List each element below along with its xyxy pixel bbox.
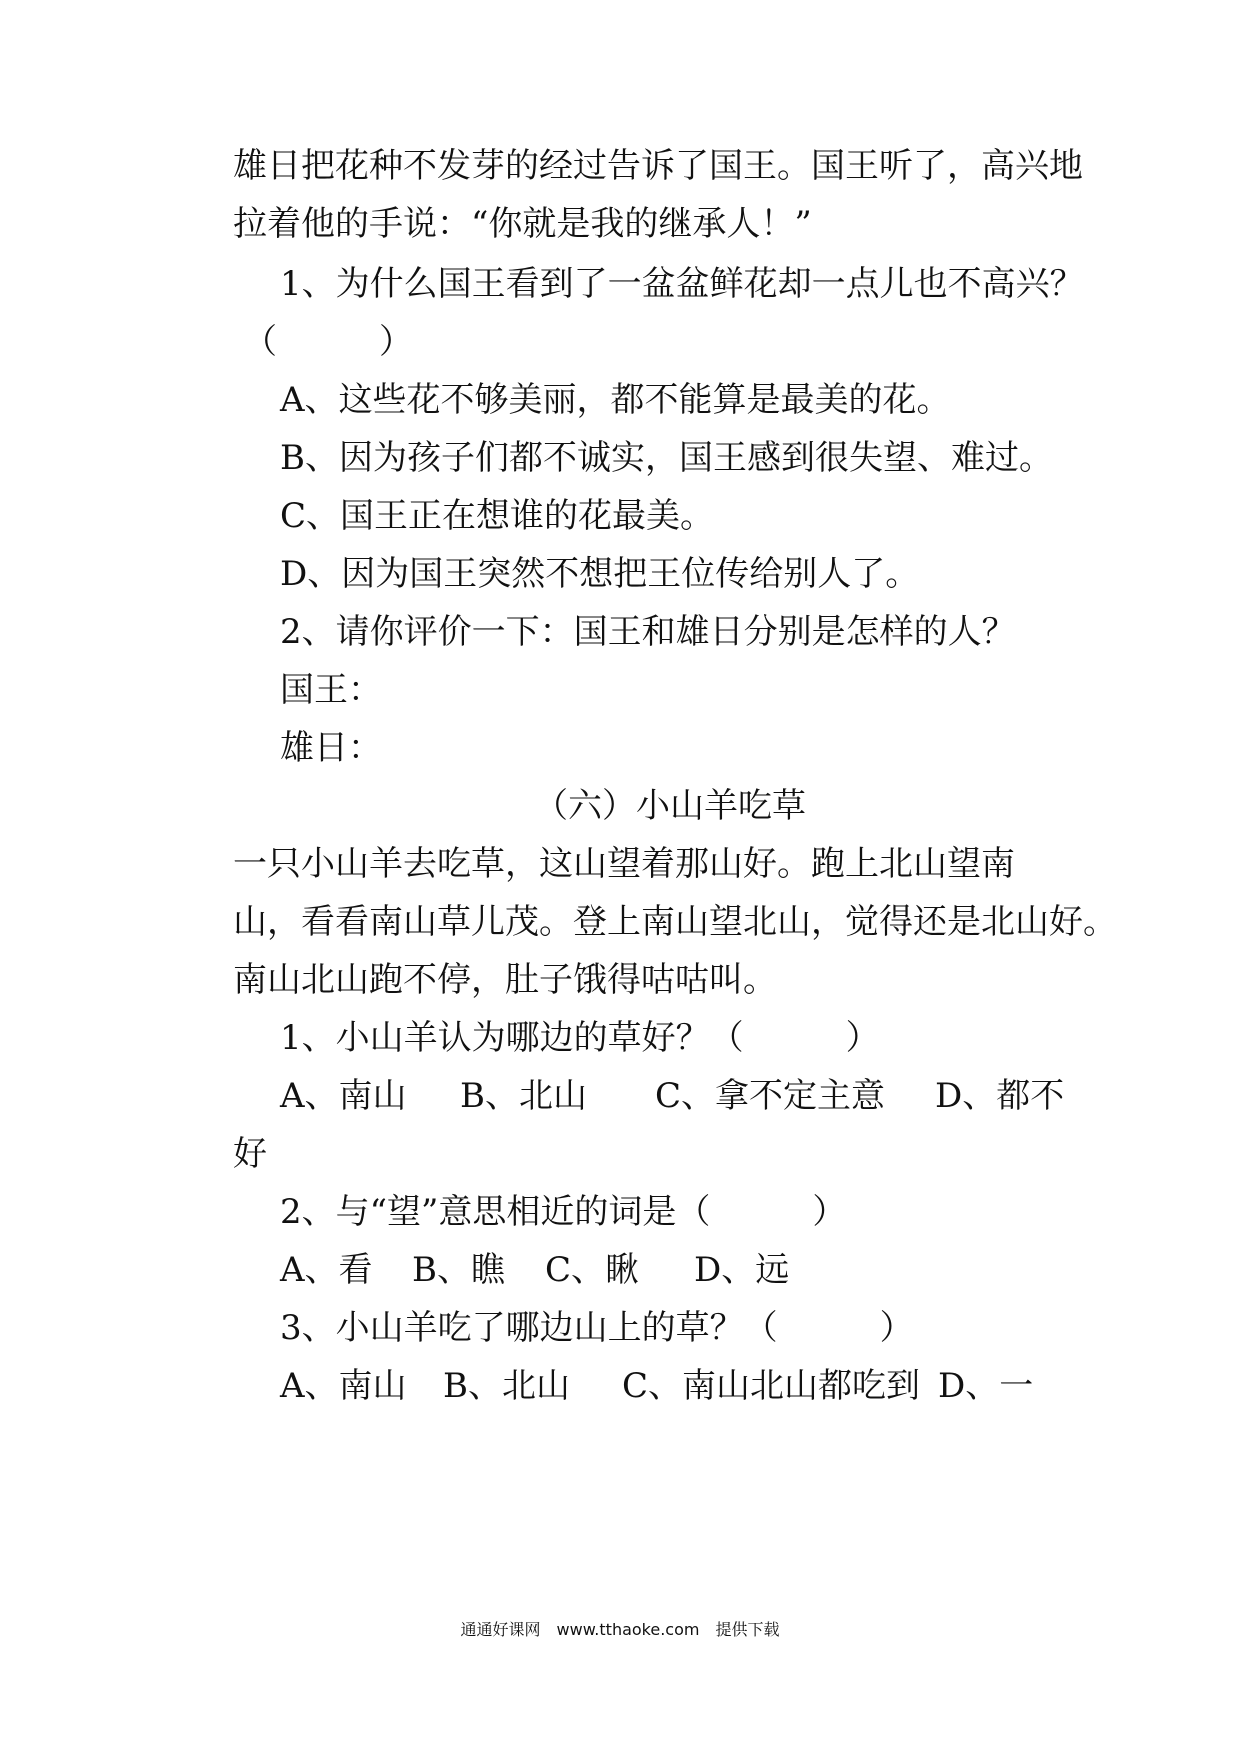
option-b: B、瞧	[412, 1250, 505, 1290]
section-title: （六）小山羊吃草	[534, 786, 806, 826]
passage-line: 山，看看南山草儿茂。登上南山望北山，觉得还是北山好。	[233, 902, 1117, 942]
question-2: 2、请你评价一下：国王和雄日分别是怎样的人？	[280, 612, 1016, 652]
option-d: D、都不	[935, 1076, 1065, 1116]
option-a: A、南山	[280, 1366, 407, 1406]
question-2: 2、与“望”意思相近的词是（ ）	[280, 1192, 847, 1232]
option-d: D、因为国王突然不想把王位传给别人了。	[280, 554, 920, 594]
option-d-wrap: 好	[233, 1134, 267, 1174]
option-a: A、南山	[280, 1076, 407, 1116]
question-1: 1、小山羊认为哪边的草好？（ ）	[280, 1018, 880, 1058]
option-d: D、远	[694, 1250, 790, 1290]
answer-blank: （ ）	[243, 322, 413, 362]
option-b: B、北山	[460, 1076, 587, 1116]
option-a: A、这些花不够美丽，都不能算是最美的花。	[280, 380, 951, 420]
option-b: B、因为孩子们都不诚实，国王感到很失望、难过。	[280, 438, 1053, 478]
question-1: 1、为什么国王看到了一盆盆鲜花却一点儿也不高兴？	[280, 264, 1084, 304]
answer-xiongri: 雄日：	[280, 728, 382, 768]
passage-line: 拉着他的手说：“你就是我的继承人！”	[233, 204, 812, 244]
option-c: C、拿不定主意	[655, 1076, 886, 1116]
option-c: C、瞅	[545, 1250, 640, 1290]
option-a: A、看	[280, 1250, 373, 1290]
question-3: 3、小山羊吃了哪边山上的草？（ ）	[280, 1308, 914, 1348]
passage-line: 南山北山跑不停，肚子饿得咕咕叫。	[233, 960, 777, 1000]
footer-source: 通通好课网 www.tthaoke.com 提供下载	[460, 1620, 780, 1639]
answer-king: 国王：	[280, 670, 382, 710]
option-c: C、南山北山都吃到	[622, 1366, 921, 1406]
passage-line: 一只小山羊去吃草，这山望着那山好。跑上北山望南	[233, 844, 1015, 884]
option-b: B、北山	[443, 1366, 570, 1406]
passage-line: 雄日把花种不发芽的经过告诉了国王。国王听了，高兴地	[233, 146, 1083, 186]
option-c: C、国王正在想谁的花最美。	[280, 496, 715, 536]
option-d: D、一	[938, 1366, 1034, 1406]
